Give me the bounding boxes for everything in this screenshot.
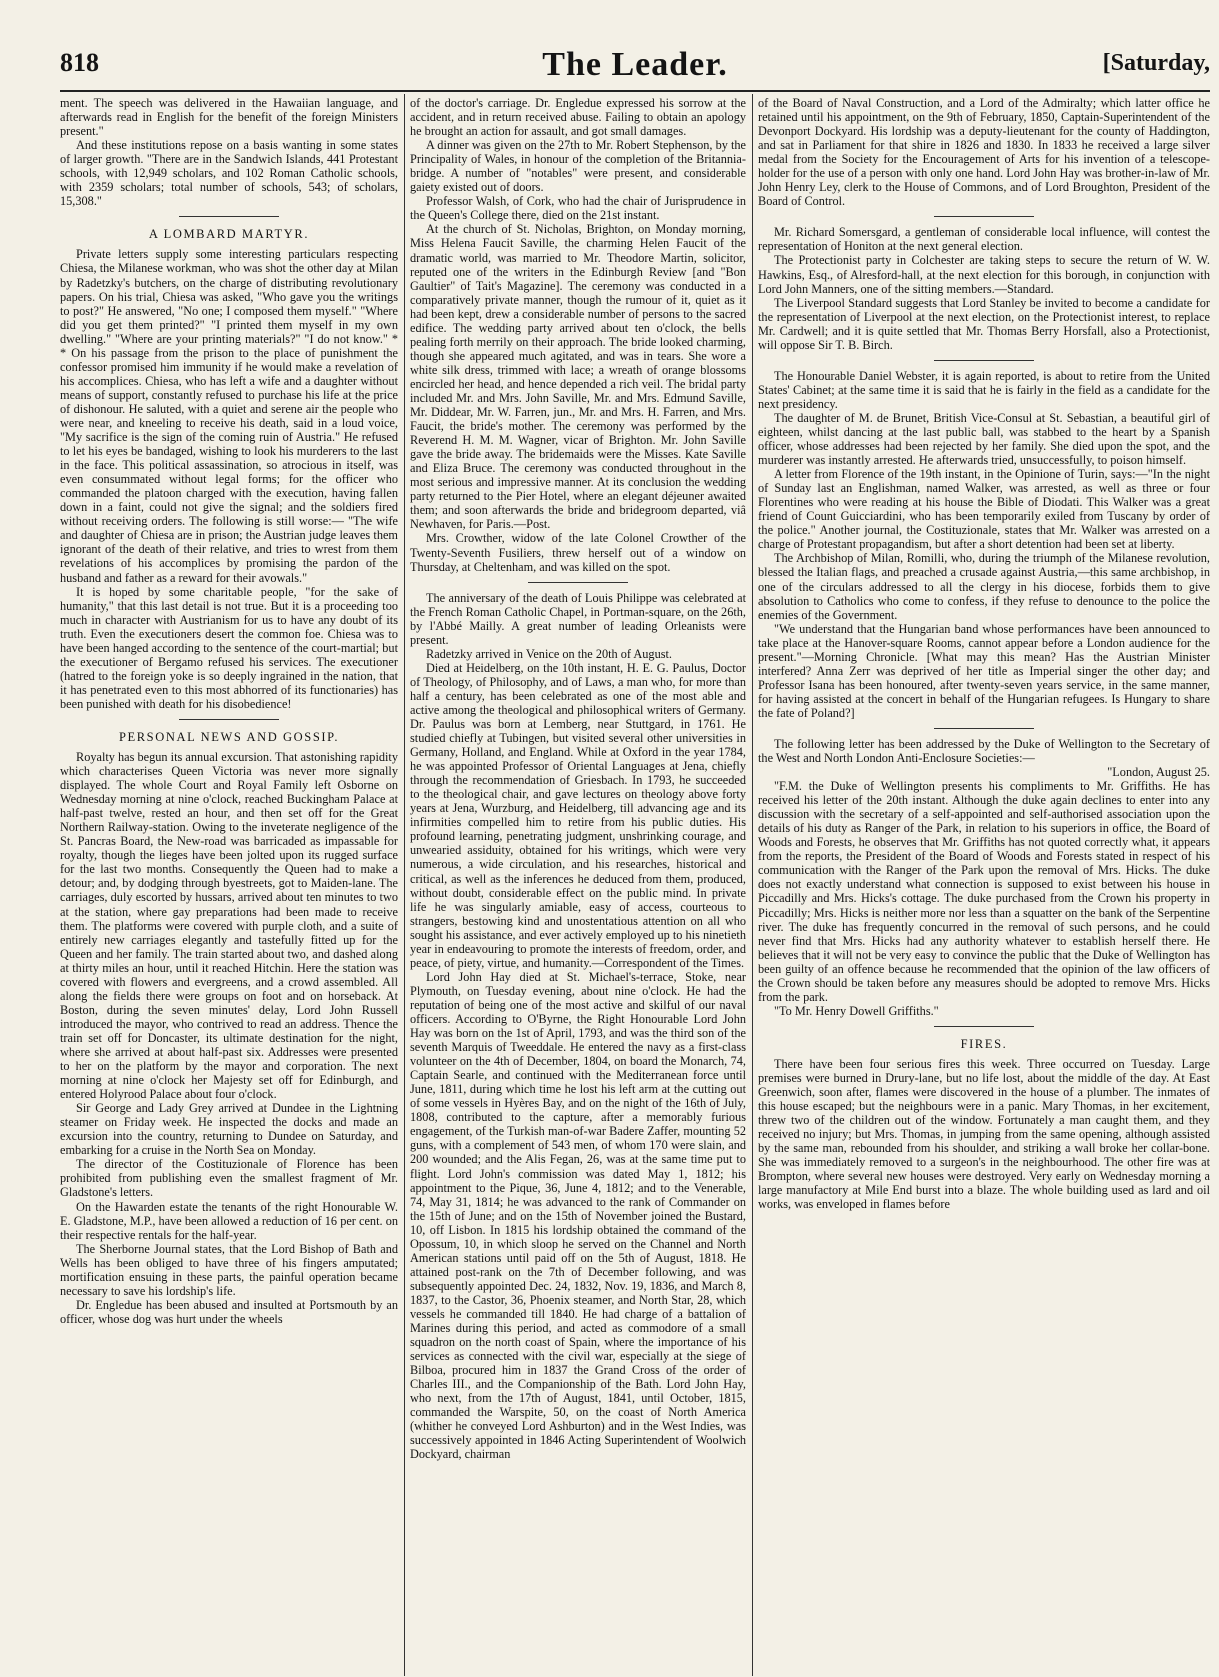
article-paragraph: On the Hawarden estate the tenants of the right Honourable W. E. Gladstone, M.P., have been allowed a reduction of 16 per cent. on their respective rentals for the half-year. <box>60 1199 398 1242</box>
page-number: 818 <box>60 48 99 77</box>
article-paragraph: of the doctor's carriage. Dr. Engledue expressed his sorrow at the accident, and in return received abuse. Failing to obtain an apology he brought an action for assault, and got small damages. <box>410 96 746 139</box>
article-paragraph: Radetzky arrived in Venice on the 20th of August. <box>426 646 672 661</box>
section-divider <box>179 719 279 720</box>
article-paragraph: Mrs. Crowther, widow of the late Colonel Crowther of the Twenty-Seventh Fusiliers, threw herself out of a window on Thursday, at Cheltenham, and was killed on the spot. <box>410 531 746 574</box>
article-paragraph: Dr. Engledue has been abused and insulted at Portsmouth by an officer, whose dog was hurt under the wheels <box>60 1297 398 1326</box>
section-divider <box>934 216 1034 217</box>
article-paragraph: At the church of St. Nicholas, Brighton, on Monday morning, Miss Helena Faucit Saville, the charming Helen Faucit of the dramatic world, was married to Mr. Theodore Martin, solicitor, reputed one of the writers in the Edinburgh Review [and "Bon Gaultier" of Tait's Magazine]. The ceremony was conducted in a comparatively private manner, though the rumour of it, quiet as it had been kept, drew a considerable number of persons to the sacred edifice. The wedding party arrived about ten o'clock, the bells pealing forth merrily on their approach. The bride looked charming, though she appeared much agitated, and was in tears. She wore a white silk dress, trimmed with lace; a wreath of orange blossoms encircled her head, and hence depended a rich veil. The bridal party included Mr. and Mrs. John Saville, Mr. and Mrs. Edmund Saville, Mr. Diddear, Mr. W. Farren, jun., Mr. and Mrs. H. Farren, and Mrs. Faucit, the bride's mother. The ceremony was performed by the Reverend H. M. M. Wagner, vicar of Brighton. Mr. John Saville gave the bride away. The bridemaids were the Misses. Kate Saville and Eliza Bruce. The ceremony was conducted throughout in the most serious and impressive manner. At its conclusion the wedding party returned to the Pier Hotel, where an elegant déjeuner awaited them; and soon afterwards the bride and bridegroom departed, viâ Newhaven, for Paris.—Post. <box>410 222 746 532</box>
article-paragraph: Private letters supply some interesting particulars respecting Chiesa, the Milanese workman, who was shot the other day at Milan by Radetzky's butchers, on the charge of distributing revolutionary papers. On his trial, Chiesa was asked, "Who gave you the writings to post?" He answered, "No one; I composed them myself." "Where did you get them printed?" "I printed them myself in my own dwelling." "Where are your printing materials?" "I do not know." * * On his passage from the prison to the place of punishment the confessor promised him immunity if he would make a revelation of his accomplices. Chiesa, who has left a wife and a daughter without means of support, constantly refused to purchase his life at the price of dishonour. He saluted, with a quiet and serene air the people who were near, and kneeling to receive his death, said in a loud voice, "My sacrifice is the sign of the coming ruin of Austria." He refused to let his eyes be bandaged, wishing to look his murderers to the last in the face. This political assassination, so atrocious in itself, was even consummated without legal forms; for the officer who commanded the platoon charged with the execution, having fallen down in a faint, could not give the signal; and the soldiers fired without receiving orders. The following is still worse:— "The wife and daughter of Chiesa are in prison; the Austrian judge leaves them ignorant of the death of their relative, and tries to wrest from them revelations of his accomplices by promising the pardon of the husband and father as a reward for their avowals." <box>60 247 398 585</box>
article-paragraph: The Sherborne Journal states, that the Lord Bishop of Bath and Wells has been obliged to have three of his fingers amputated; mortification ensuing in these parts, the painful operation became necessary to save his lordship's life. <box>60 1241 398 1298</box>
article-paragraph: "We understand that the Hungarian band whose performances have been announced to take place at the Hanover-square Rooms, cannot appear before a London audience for the present."—Morning Chronicle. [What may this mean? Has the Austrian Minister interfered? Anna Zerr was deprived of her title as Imperial singer the other day; and Professor Isana has been honoured, after twenty-seven years service, in the same manner, for having assisted at the concert in behalf of the Hungarian refugees. Is Hungary to share the fate of Poland?] <box>758 621 1210 720</box>
masthead-title: The Leader. <box>542 46 728 83</box>
article-paragraph: There have been four serious fires this week. Three occurred on Tuesday. Large premises were burned in Drury-lane, but no life lost, about the middle of the day. At East Greenwich, soon after, flames were discovered in the house of a plumber. The inmates of this house escaped; but the neighbours were in a panic. Mary Thomas, in her excitement, threw two of the children out of the window. Fortunately a man caught them, and they received no injury; but Mrs. Thomas, in jumping from the same opening, although assisted by the same man, rebounded from his shoulder, and striking a wall broke her collar-bone. She was immediately removed to a surgeon's in the neighbourhood. The other fire was at Brompton, where several new houses were destroyed. Very early on Wednesday morning a large manufactory at Mile End burst into a blaze. The whole building used as lard and oil works, was enveloped in flames before <box>758 1056 1210 1212</box>
letter-date: "London, August 25. <box>1107 765 1210 780</box>
article-paragraph: The Archbishop of Milan, Romilli, who, during the triumph of the Milanese revolution, blessed the Italian flags, and preached a crusade against Austria,—this same archbishop, in one of the circulars addressed to all the clergy in his diocese, forbids them to give absolution to Catholics who come to confess, if they refuse to denounce to the police the enemies of the Government. <box>758 551 1210 622</box>
article-paragraph: The Liverpool Standard suggests that Lord Stanley be invited to become a candidate for the representation of Liverpool at the next election, on the Protectionist interest, to replace Mr. Cardwell; and it is quite settled that Mr. Thomas Berry Horsfall, also a Protectionist, will oppose Sir T. B. Birch. <box>758 295 1210 352</box>
article-paragraph: Lord John Hay died at St. Michael's-terrace, Stoke, near Plymouth, on Tuesday evening, about nine o'clock. He had the reputation of being one of the most active and skilful of our naval officers. According to O'Byrne, the Right Honourable Lord John Hay was born on the 1st of April, 1793, and was the third son of the seventh Marquis of Tweeddale. He entered the navy as a first-class volunteer on the 4th of December, 1804, on board the Monarch, 74, Captain Searle, and continued with the Mediterranean force until June, 1811, during which time he lost his left arm at the cutting out of some vessels in Hyères Bay, and on the night of the 16th of July, 1808, contributed to the capture, after a memorably furious engagement, of the Turkish man-of-war Badere Zaffer, mounting 52 guns, with a complement of 543 men, of whom 170 were slain, and 200 wounded; and the Alis Fegan, 26, was at the same time put to flight. Lord John's commission was dated May 1, 1812; his appointment to the Pique, 36, June 4, 1812; and to the Venerable, 74, May 31, 1814; he was advanced to the rank of Commander on the 15th of June; and on the 15th of November joined the Bustard, 10, off Lisbon. In 1815 his lordship obtained the command of the Opossum, 10, in which sloop he served on the Channel and North American stations until paid off on the 5th of August, 1818. He attained post-rank on the 7th of December following, and was subsequently appointed Dec. 24, 1832, Nov. 19, 1836, and March 8, 1837, to the Castor, 36, Phoenix steamer, and North Star, 28, which vessels he commanded till 1840. He had charge of a battalion of Marines during this period, and acted as commodore of a small squadron on the north coast of Spain, where the importance of his services as connected with the civil war, especially at the siege of Bilboa, procured him in 1837 the Grand Cross of the order of Charles III., and the Companionship of the Bath. Lord John Hay, who next, from the 17th of August, 1841, until October, 1815, commanded the Warspite, 50, on the coast of North America (whither he conveyed Lord Ashburton) and in the West Indies, was successively appointed in 1846 Acting Superintendent of Woolwich Dockyard, chairman <box>410 969 746 1462</box>
article-paragraph: "F.M. the Duke of Wellington presents his compliments to Mr. Griffiths. He has received his letter of the 20th instant. Although the duke again declines to enter into any discussion with the secretary of a self-appointed and self-authorised association upon the details of his duty as Ranger of the Park, in relation to his superiors in office, the Board of Woods and Forests, he observes that Mr. Griffiths has not quoted correctly what, it appears from the reports, the President of the Board of Woods and Forests stated in respect of his communication with the Ranger of the Park upon the removal of Mrs. Hicks. The duke does not exactly understand what connection is supposed to exist between his house in Piccadilly and Mrs. Hicks's cottage. The duke purchased from the Crown his property in Piccadilly; Mrs. Hicks is neither more nor less than a squatter on the bank of the Serpentine river. The duke has frequently concurred in the removal of such persons, and he could never find that Mrs. Hicks had any authority whatever to establish herself there. He believes that it will not be very easy to convince the public that the Duke of Wellington has been guilty of an offence because he recommended that the opinion of the law officers of the Crown should be taken before any measures should be adopted to remove Mrs. Hicks from the park. <box>758 779 1210 1004</box>
article-paragraph: Died at Heidelberg, on the 10th instant, H. E. G. Paulus, Doctor of Theology, of Philosophy, and of Laws, a man who, for more than half a century, has been celebrated as one of the most able and active among the theological and philosophical writers of Germany. Dr. Paulus was born at Lemberg, near Stuttgard, in 1761. He studied chiefly at Tubingen, but visited several other universities in Germany, Holland, and England. While at Oxford in the year 1784, he was appointed Professor of Oriental Languages at Jena, chiefly through the recommendation of Griesbach. In 1793, he succeeded to the theological chair, and gave lectures on theology above forty years at Jena, Wurzburg, and Heidelberg, till advancing age and its infirmities compelled him to retire from his public duties. His profound learning, penetrating judgment, unshrinking courage, and unwearied assiduity, obtained for his writings, which were very numerous, a wide circulation, and his researches, historical and critical, as well as the inferences he deduced from them, produced, without doubt, considerable effect on the public mind. In private life he was singularly amiable, easy of access, courteous to strangers, bestowing kind and unostentatious attention on all who sought his assistance, and ever actively employed up to his ninetieth year in endeavouring to promote the interests of freedom, order, and peace, of piety, virtue, and humanity.—Correspondent of the Times. <box>410 660 746 970</box>
article-paragraph: A dinner was given on the 27th to Mr. Robert Stephenson, by the Principality of Wales, in honour of the completion of the Britannia-bridge. A number of "notables" were present, and considerable gaiety existed out of doors. <box>410 138 746 195</box>
section-heading: A LOMBARD MARTYR. <box>148 227 310 242</box>
article-paragraph: It is hoped by some charitable people, "for the sake of humanity," that this last detail is not true. But it is a proceeding too much in character with Austrianism for us to have any doubt of its truth. Even the executioners desert the common foe. Chiesa was to have been hanged according to the sentence of the court-martial; but the executioner of Bergamo refused his services. The executioner (hatred to the foreign yoke is so deeply ingrained in the nation, that it has penetrated even to this most abhorred of its functionaries) has been punished with death for his disobedience! <box>60 584 398 711</box>
article-paragraph: Sir George and Lady Grey arrived at Dundee in the Lightning steamer on Friday week. He inspected the docks and made an excursion into the country, returning to Dundee on Saturday, and embarking for a cruise in the North Sea on Monday. <box>60 1101 398 1158</box>
column-1 <box>60 96 398 1671</box>
section-heading: FIRES. <box>960 1036 1008 1051</box>
article-paragraph: Professor Walsh, of Cork, who had the chair of Jurisprudence in the Queen's College there, died on the 21st instant. <box>410 194 746 223</box>
page-header <box>60 48 1210 88</box>
section-divider <box>934 1026 1034 1027</box>
article-paragraph: Mr. Richard Somersgard, a gentleman of considerable local influence, will contest the representation of Honiton at the next general election. <box>758 225 1210 254</box>
section-heading: PERSONAL NEWS AND GOSSIP. <box>118 729 340 744</box>
dateline: [Saturday, <box>1102 50 1210 76</box>
article-paragraph: The anniversary of the death of Louis Philippe was celebrated at the French Roman Catholic Chapel, in Portman-square, on the 26th, by l'Abbé Mailly. A great number of leading Orleanists were present. <box>410 590 746 647</box>
article-paragraph: The Honourable Daniel Webster, it is again reported, is about to retire from the United States' Cabinet; at the same time it is said that he is fairly in the field as a candidate for the next presidency. <box>758 368 1210 411</box>
column-divider <box>752 94 753 1676</box>
article-paragraph: Royalty has begun its annual excursion. That astonishing rapidity which characterises Queen Victoria was never more signally displayed. The whole Court and Royal Family left Osborne on Wednesday morning at nine o'clock, reached Buckingham Palace at half-past twelve, rested an hour, and then set off for the Great Northern Railway-station. Owing to the inveterate negligence of the St. Pancras Board, the New-road was barricaded as impassable for royalty, though the lieges have been jolted upon its rugged surface for the last two months. Consequently the Queen had to make a detour; and, by dodging through byestreets, got to Maiden-lane. The carriages, duly escorted by hussars, arrived about ten minutes to two at the station, where gay preparations had been made to receive them. The platforms were covered with purple cloth, and a suite of entirely new carriages elegantly and tastefully fitted up for the Queen and her family. The train started about two, and dashed along at thirty miles an hour, until it reached Hitchin. Here the station was covered with flowers and evergreens, and a crowd assembled. All along the fields there were groups on foot and on horseback. At Boston, during the seven minutes' delay, Lord John Russell introduced the mayor, who contrived to read an address. Thence the train set off for Doncaster, its ultimate destination for the night, where she arrived at about half-past six. Addresses were presented to her on the platform by the mayor and corporation. The next morning at nine o'clock her Majesty set off for Edinburgh, and entered Holyrood Palace about four o'clock. <box>60 750 398 1102</box>
column-3 <box>758 96 1210 1671</box>
article-paragraph: The director of the Costituzionale of Florence has been prohibited from publishing even the smallest fragment of Mr. Gladstone's letters. <box>60 1157 398 1200</box>
column-2 <box>410 96 746 1671</box>
article-paragraph: A letter from Florence of the 19th instant, in the Opinione of Turin, says:—"In the night of Sunday last an Englishman, named Walker, was arrested, as well as three or four Florentines who were reading at his house the Bible of Diodati. This Walker was a great friend of Count Guicciardini, who has been temporarily exiled from Tuscany by order of the police." Another journal, the Costituzionale, states that Mr. Walker was arrested on a charge of Protestant propagandism, but after a short detention had been set at liberty. <box>758 467 1210 552</box>
article-paragraph: And these institutions repose on a basis wanting in some states of larger growth. "There are in the Sandwich Islands, 441 Protestant schools, with 12,949 scholars, and 102 Roman Catholic schools, with 2359 scholars; total number of schools, 543; of scholars, 15,308." <box>60 138 398 209</box>
letter-addressee: "To Mr. Henry Dowell Griffiths." <box>774 1003 939 1018</box>
article-paragraph: The following letter has been addressed by the Duke of Wellington to the Secretary of the West and North London Anti-Enclosure Societies:— <box>758 736 1210 766</box>
article-paragraph: The daughter of M. de Brunet, British Vice-Consul at St. Sebastian, a beautiful girl of eighteen, whilst dancing at the last public ball, was stabbed to the heart by a Spanish officer, whose addresses had been rejected by her family. She died upon the spot, and the murderer was instantly arrested. He afterwards tried, unsuccessfully, to poison himself. <box>758 410 1210 468</box>
section-divider <box>528 582 628 583</box>
section-divider <box>934 728 1034 729</box>
article-paragraph: ment. The speech was delivered in the Hawaiian language, and afterwards read in English for the benefit of the foreign Ministers present." <box>60 96 398 139</box>
column-divider <box>404 94 405 1676</box>
header-rule <box>60 90 1210 92</box>
section-divider <box>934 360 1034 361</box>
article-paragraph: The Protectionist party in Colchester are taking steps to secure the return of W. W. Hawkins, Esq., of Alresford-hall, at the next election for this borough, in conjunction with Lord John Manners, one of the sitting members.—Standard. <box>758 253 1210 296</box>
section-divider <box>179 216 279 217</box>
article-paragraph: of the Board of Naval Construction, and a Lord of the Admiralty; which latter office he retained until his appointment, on the 9th of February, 1850, Captain-Superintendent of the Devonport Dockyard. His lordship was a deputy-lieutenant for the county of Haddington, and sat in Parliament for that shire in 1826 and 1830. In 1833 he received a large silver medal from the Society for the Encouragement of Arts for his invention of a telescope-holder for the use of a person with only one hand. Lord John Hay was brother-in-law of Mr. John Henry Ley, clerk to the House of Commons, and of Lord Broughton, President of the Board of Control. <box>758 96 1210 209</box>
